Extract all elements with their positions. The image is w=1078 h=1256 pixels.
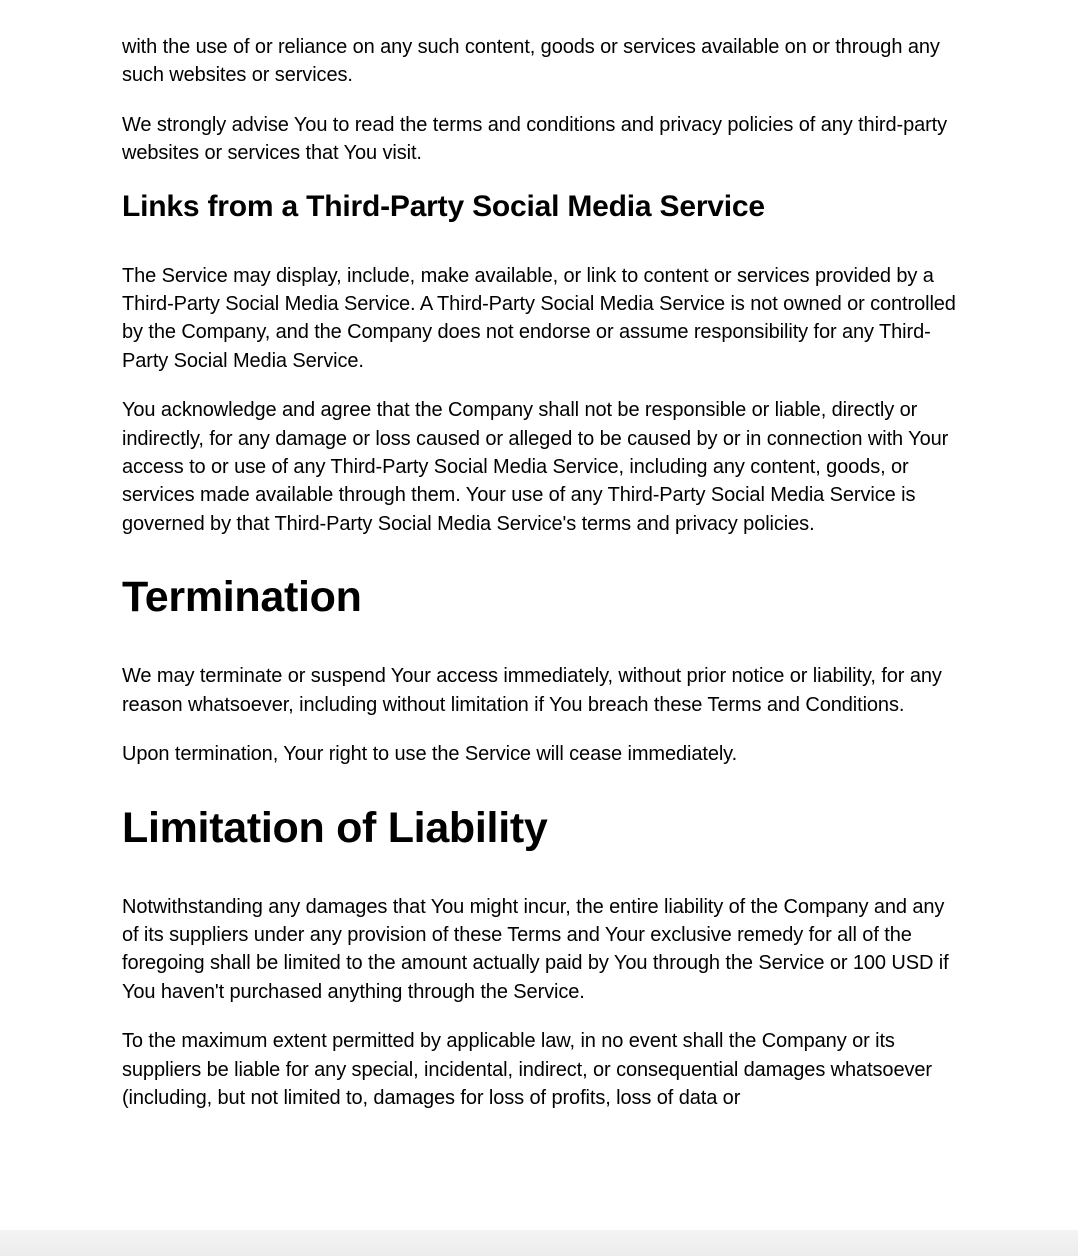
- paragraph-advise-read-terms: We strongly advise You to read the terms and conditions and privacy policies of any third-party websites or services that You visit.: [122, 113, 948, 165]
- page-bottom-edge: [0, 1230, 1078, 1256]
- paragraph-liability-maximum-extent: To the maximum extent permitted by applicable law, in no event shall the Company or its suppliers be liable for any special, incidental, indirect, or consequential damages whatsoever (including, but not limited to, damages for loss of profits, loss of data or: [122, 1030, 932, 1109]
- paragraph-social-media-display: The Service may display, include, make available, or link to content or services provided by a Third-Party Social Media Service. A Third-Party Social Media Service is not owned or controlled by the Company, and the Company does not endorse or assume responsibility for any Third-Party Social Media Service.: [122, 264, 956, 372]
- heading-third-party-social-media: Links from a Third-Party Social Media Service: [122, 189, 765, 223]
- paragraph-liability-notwithstanding: Notwithstanding any damages that You might incur, the entire liability of the Company and any of its suppliers under any provision of these Terms and Your exclusive remedy for all of the foregoing shall be limited to the amount actually paid by You through the Service or 100 USD if You haven't purchased anything through the Service.: [122, 895, 949, 1003]
- heading-limitation-of-liability: Limitation of Liability: [122, 803, 548, 852]
- document-content: [122, 33, 962, 1133]
- paragraph-social-media-acknowledge: You acknowledge and agree that the Company shall not be responsible or liable, directly or indirectly, for any damage or loss caused or alleged to be caused by or in connection with Your access to or use of any Third-Party Social Media Service, including any content, goods, or services made available through them. Your use of any Third-Party Social Media Service is governed by that Third-Party Social Media Service's terms and privacy policies.: [122, 399, 949, 535]
- paragraph-termination-cease: Upon termination, Your right to use the Service will cease immediately.: [122, 743, 738, 766]
- paragraph-termination-suspend: We may terminate or suspend Your access immediately, without prior notice or liability, for any reason whatsoever, including without limitation if You breach these Terms and Conditions.: [122, 665, 942, 716]
- paragraph-third-party-websites-continued: with the use of or reliance on any such content, goods or services available on or through any such websites or services.: [122, 36, 940, 87]
- heading-termination: Termination: [122, 573, 362, 622]
